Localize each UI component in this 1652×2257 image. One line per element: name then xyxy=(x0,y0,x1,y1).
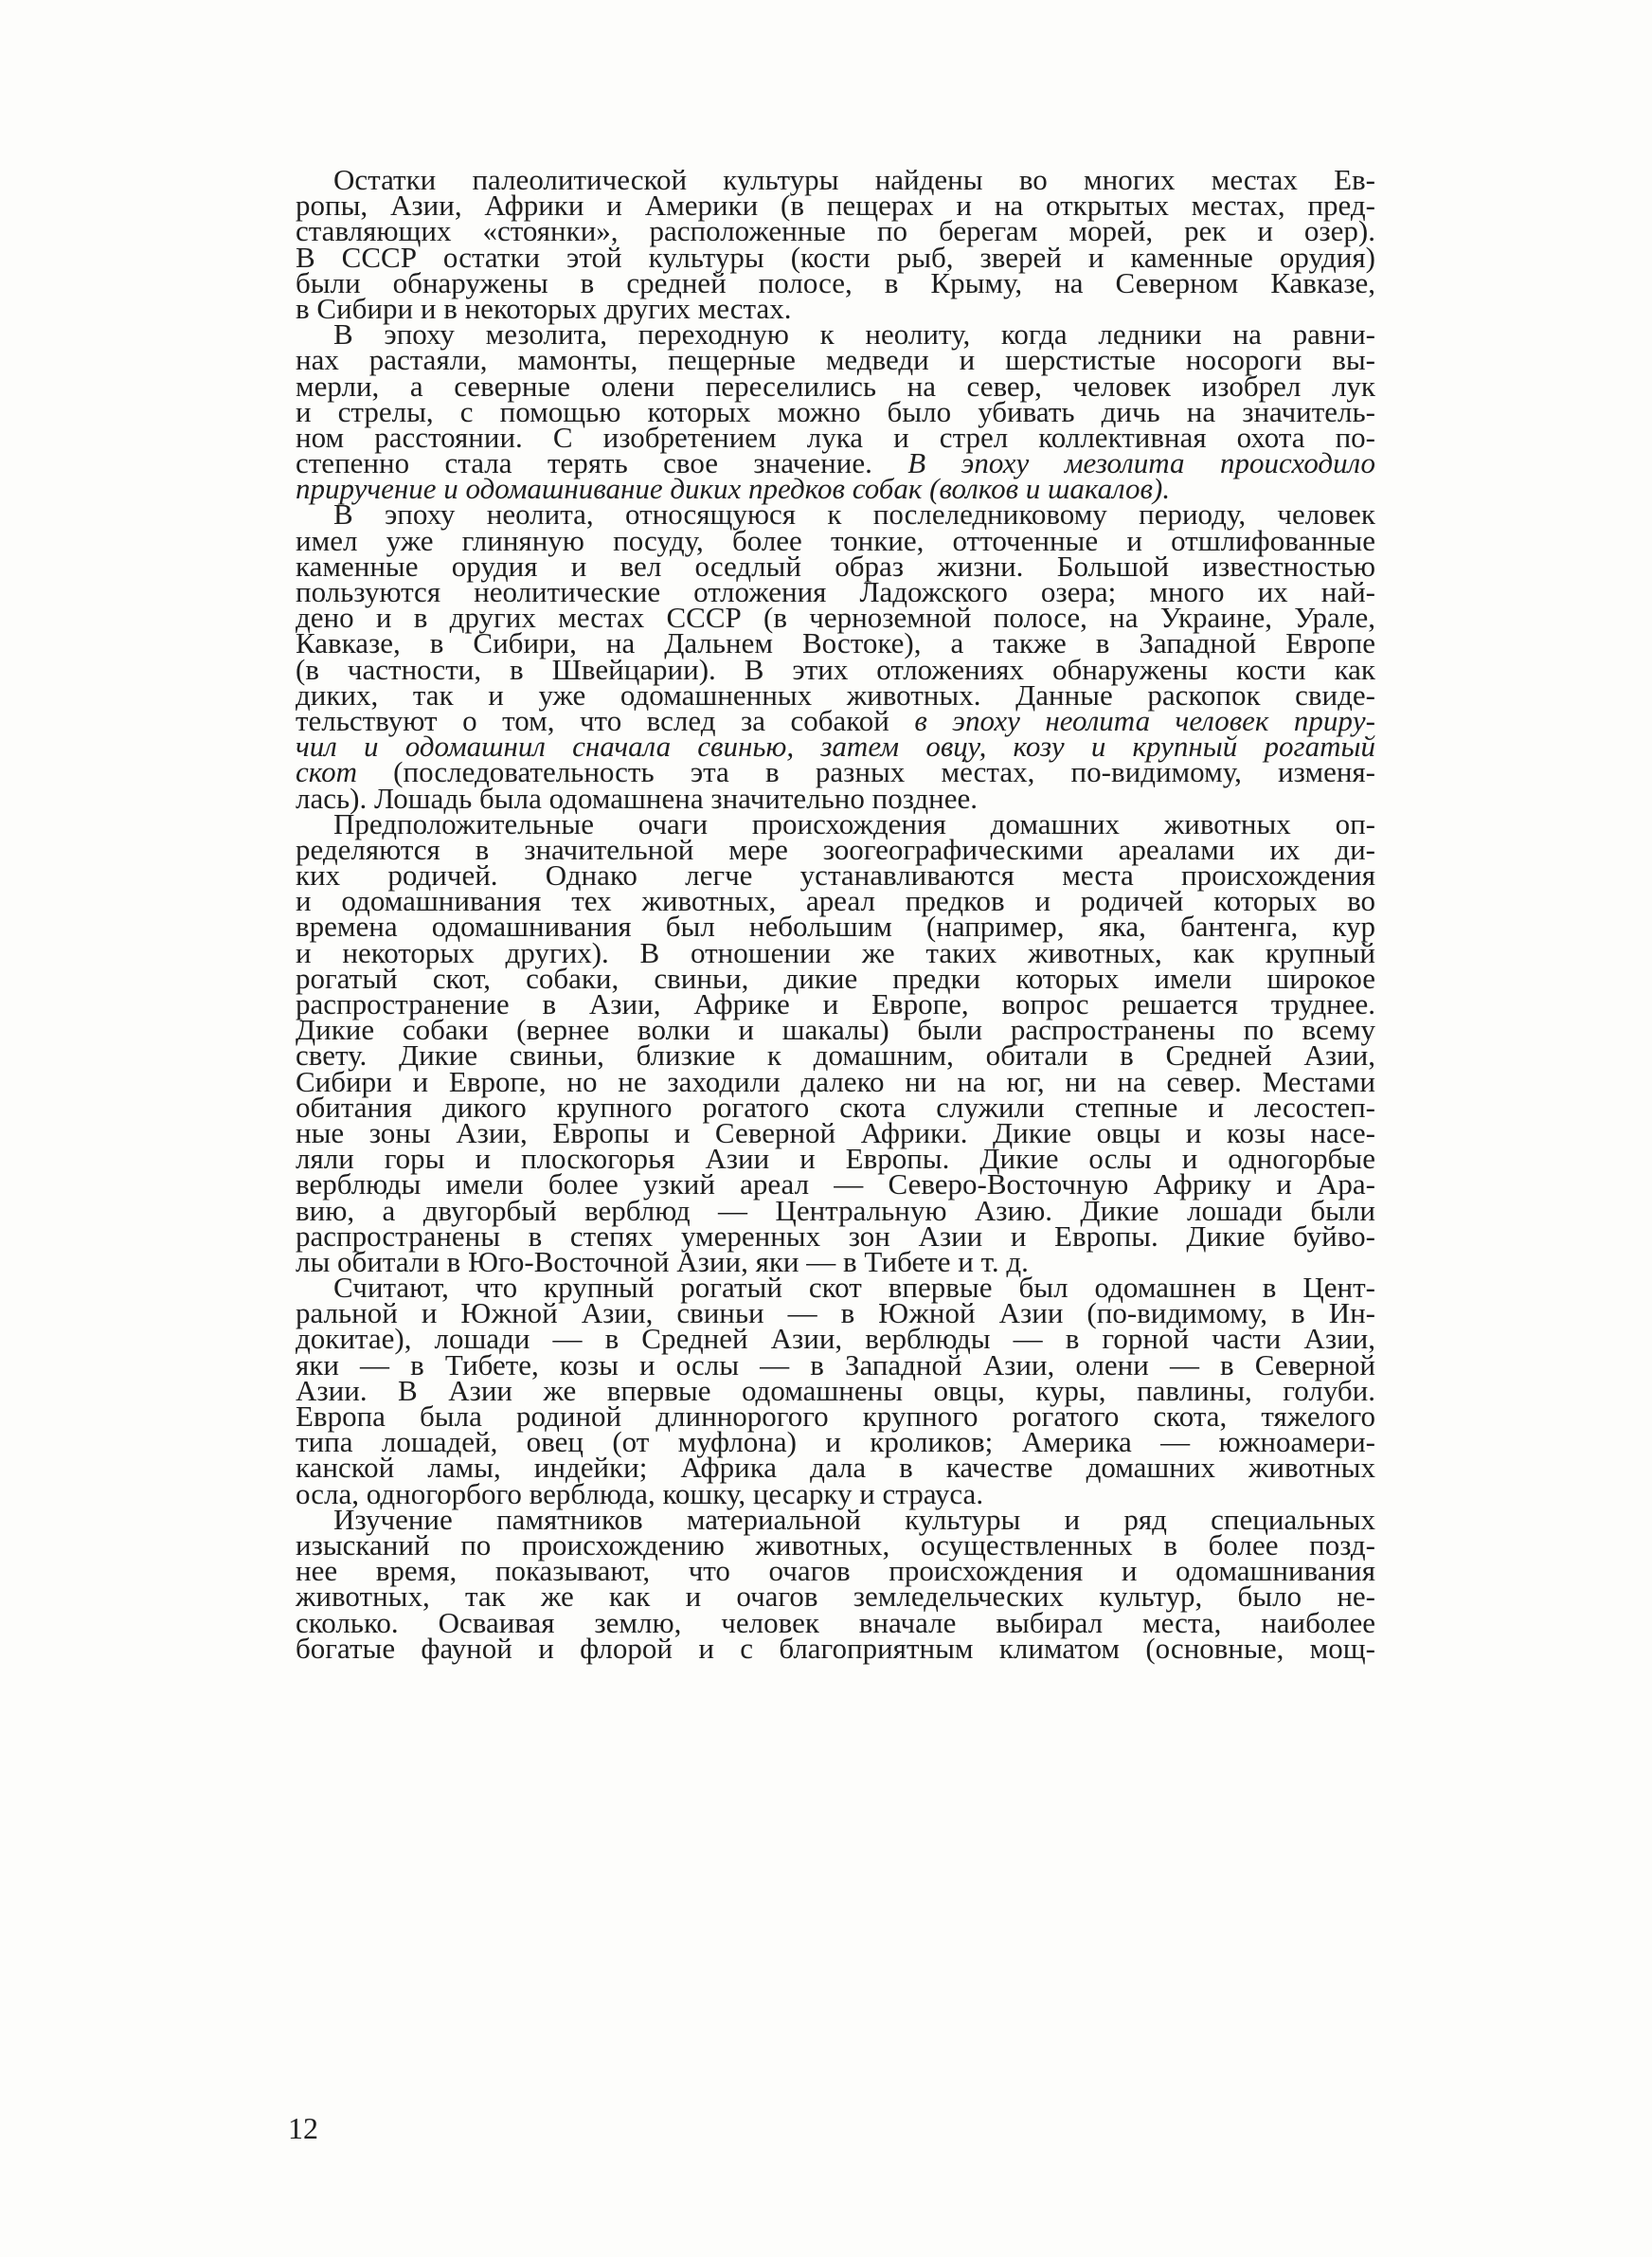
text-line: в Сибири и в некоторых других местах. xyxy=(296,291,792,325)
text-line: ные зоны Азии, Европы и Северной Африки. Дикие овцы и козы насе- xyxy=(296,1115,1375,1149)
text-line: ределяются в значительной мере зоогеографическими ареалами их ди- xyxy=(296,832,1375,866)
text-line: Сибири и Европе, но не заходили далеко ни на юг, ни на север. Местами xyxy=(296,1064,1375,1098)
text-line: и некоторых других). В отношении же таких животных, как крупный xyxy=(296,935,1375,969)
text-line: ном расстоянии. С изобретением лука и стрел коллективная охота по- xyxy=(296,420,1375,454)
text-segment: степенно стала терять свое значение. xyxy=(296,446,908,480)
text-line: имел уже глиняную посуду, более тонкие, отточенные и отшлифованные xyxy=(296,523,1375,557)
text-line: типа лошадей, овец (от муфлона) и кроликов; Америка — южноамери- xyxy=(296,1425,1375,1459)
text-line: обитания дикого крупного рогатого скота служили степные и лесостеп- xyxy=(296,1090,1375,1124)
italic-segment: скот xyxy=(296,755,357,789)
text-line: изысканий по происхождению животных, осуществленных в более позд- xyxy=(296,1527,1375,1562)
text-line: каменные орудия и вел оседлый образ жизни. Большой известностью xyxy=(296,549,1375,583)
text-line: Остатки палеолитической культуры найдены во многих местах Ев- xyxy=(333,163,1375,196)
text-line: ральной и Южной Азии, свиньи — в Южной Азии (по-видимому, в Ин- xyxy=(296,1296,1375,1330)
text-line: В СССР остатки этой культуры (кости рыб, зверей и каменные орудия) xyxy=(296,240,1375,274)
text-line: лы обитали в Юго-Восточной Азии, яки — в Тибете и т. д. xyxy=(296,1244,1029,1278)
text-line: (в частности, в Швейцарии). В этих отложениях обнаружены кости как xyxy=(296,652,1375,686)
text-line: пользуются неолитические отложения Ладожского озера; много их най- xyxy=(296,575,1375,608)
text-line: и одомашнивания тех животных, ареал предков и родичей которых во xyxy=(296,884,1375,918)
text-line: времена одомашнивания был небольшим (например, яка, бантенга, кур xyxy=(296,910,1375,944)
text-line: животных, так же как и очагов земледельческих культур, было не- xyxy=(296,1580,1375,1614)
text-line: Европа была родиной длиннорогого крупного рогатого скота, тяжелого xyxy=(296,1399,1375,1433)
text-line: сколько. Осваивая землю, человек вначале выбирал места, наиболее xyxy=(296,1605,1375,1639)
text-line: В эпоху неолита, относящуюся к послеледниковому периоду, человек xyxy=(333,497,1375,532)
text-line: рогатый скот, собаки, свиньи, дикие предки которых имели широкое xyxy=(296,961,1375,995)
text-line: ляли горы и плоскогорья Азии и Европы. Дикие ослы и одногорбые xyxy=(296,1142,1375,1176)
text-line: и стрелы, с помощью которых можно было убивать дичь на значитель- xyxy=(296,394,1375,428)
paragraph-first-domestication xyxy=(296,1271,1375,1510)
text-line: ставляющих «стоянки», расположенные по берегам морей, рек и озер). xyxy=(296,214,1375,248)
italic-segment: в эпоху неолита человек прирy- xyxy=(914,703,1376,737)
text-segment: тельствуют о том, что вслед за собакой xyxy=(296,703,915,737)
text-line: осла, одногорбого верблюда, кошку, цесарку и страуса. xyxy=(296,1476,984,1510)
text-line: диких, так и уже одомашненных животных. Данные раскопок свиде- xyxy=(296,677,1375,712)
italic-segment: чил и одомашнил сначала свинью, затем овцу, козу и крупный рогатый xyxy=(296,730,1375,764)
text-line: нах растаяли, мамонты, пещерные медведи и шерстистые носороги вы- xyxy=(296,343,1375,377)
text-line: распространены в степях умеренных зон Азии и Европы. Дикие буйво- xyxy=(296,1219,1375,1253)
text-line: В эпоху мезолита, переходную к неолиту, когда ледники на равни- xyxy=(333,317,1375,352)
text-line: верблюды имели более узкий ареал — Северо-Восточную Африку и Ара- xyxy=(296,1167,1375,1201)
text-line: яки — в Тибете, козы и ослы — в Западной Азии, олени — в Северной xyxy=(296,1347,1375,1381)
text-line: были обнаружены в средней полосе, в Крыму, на Северном Кавказе, xyxy=(296,265,1375,299)
text-line: мерли, а северные олени переселились на север, человек изобрел лук xyxy=(296,369,1375,403)
text-line: богатые фауной и флорой и с благоприятным климатом (основные, мощ- xyxy=(296,1631,1375,1665)
text-line: Считают, что крупный рогатый скот впервые был одомашнен в Цент- xyxy=(333,1271,1375,1305)
text-segment: (последовательность эта в разных местах, по-видимому, изменя- xyxy=(356,755,1375,789)
text-line: Кавказе, в Сибири, на Дальнем Востоке), а также в Западной Европе xyxy=(296,626,1375,660)
text-line: дено и в других местах СССР (в черноземной полосе, на Украине, Урале, xyxy=(296,601,1375,635)
paragraph-neolithic xyxy=(296,497,1376,815)
italic-segment: приручение и одомашнивание диких предков собак (волков и шакалов). xyxy=(296,472,1171,506)
body-text xyxy=(296,163,1376,1665)
text-line: Азии. В Азии же впервые одомашнены овцы, куры, павлины, голуби. xyxy=(296,1373,1375,1407)
text-line: Предположительные очаги происхождения домашних животных оп- xyxy=(333,806,1375,840)
paragraph-paleolithic xyxy=(296,163,1375,325)
text-line: лась). Лошадь была одомашнена значительно позднее. xyxy=(296,781,979,815)
text-line: канской ламы, индейки; Африка дала в качестве домашних животных xyxy=(296,1451,1375,1485)
text-line: Дикие собаки (вернее волки и шакалы) были распространены по всему xyxy=(296,1013,1375,1047)
text-line: докитае), лошади — в Средней Азии, верблюды — в горной части Азии, xyxy=(296,1322,1375,1356)
text-line: свету. Дикие свиньи, близкие к домашним, обитали в Средней Азии, xyxy=(296,1038,1375,1073)
paragraph-material-culture xyxy=(296,1502,1375,1665)
paragraph-domestication-centers xyxy=(296,806,1375,1278)
text-line: ропы, Азии, Африки и Америки (в пещерах и на открытых местах, пред- xyxy=(296,189,1375,223)
page-number: 12 xyxy=(288,2111,318,2145)
text-line: нее время, показывают, что очагов происхождения и одомашнивания xyxy=(296,1554,1375,1588)
paragraph-mesolithic xyxy=(296,317,1375,506)
text-line: Изучение памятников материальной культуры и ряд специальных xyxy=(333,1502,1375,1536)
italic-segment: В эпоху мезолита происходило xyxy=(907,446,1375,480)
text-line: распространение в Азии, Африке и Европе, вопрос решается труднее. xyxy=(296,987,1375,1020)
text-line: ких родичей. Однако легче устанавливаются места происхождения xyxy=(296,858,1375,893)
text-line: вию, а двугорбый верблюд — Центральную Азию. Дикие лошади были xyxy=(296,1193,1375,1227)
